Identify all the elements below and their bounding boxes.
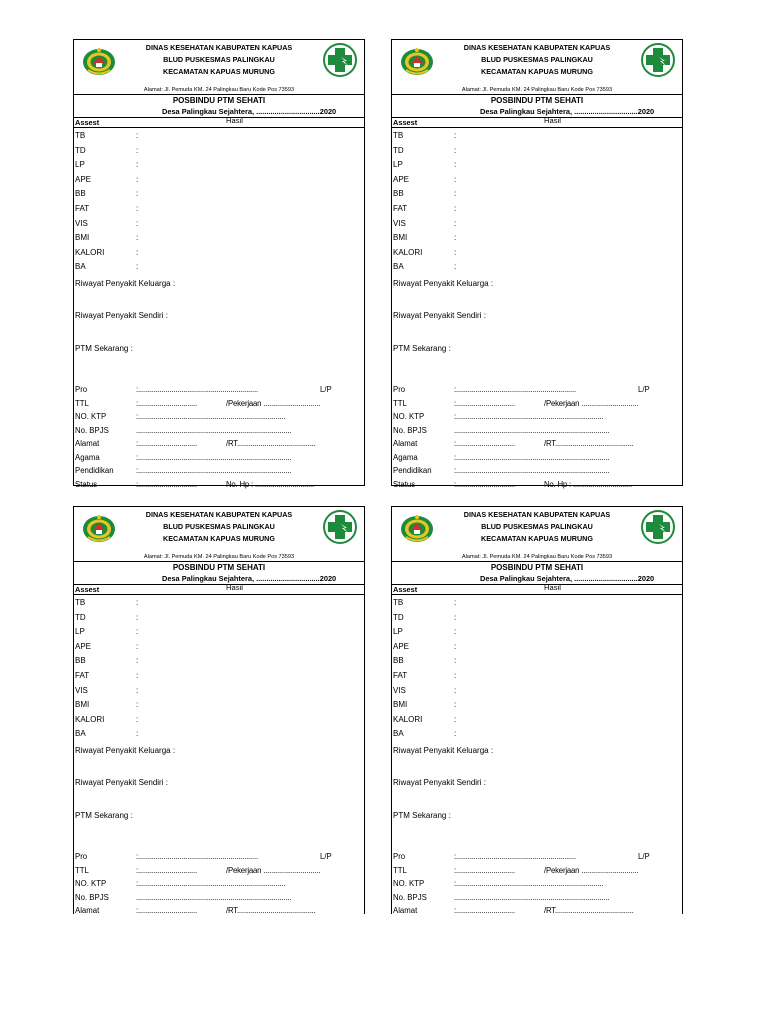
measurement-label: BMI xyxy=(75,700,90,710)
posbindu-card-top-left xyxy=(73,39,365,489)
identity-label: No. BPJS xyxy=(75,425,109,435)
identity-label: TTL xyxy=(75,398,89,408)
identity-label: Agama xyxy=(393,452,418,462)
table-header xyxy=(74,584,364,595)
measurement-label: KALORI xyxy=(75,247,105,257)
measurement-row xyxy=(74,624,364,639)
form-title: POSBINDU PTM SEHATI xyxy=(172,96,266,105)
measurement-label: APE xyxy=(75,174,92,184)
measurement-row xyxy=(392,624,682,639)
identity-row-pro xyxy=(74,850,364,864)
measurement-colon: : xyxy=(454,598,457,607)
identity-label: Alamat xyxy=(393,906,418,916)
identity-row-alamat xyxy=(392,437,682,451)
ptm-sekarang xyxy=(392,806,682,839)
measurement-row xyxy=(392,172,682,187)
identity-label: Agama xyxy=(75,452,100,462)
form-date-line: Desa Palingkau Sejahtera, ...............................2020 xyxy=(162,574,337,583)
identity-extra: /RT........................................ xyxy=(226,439,316,449)
measurement-label: BA xyxy=(75,729,86,739)
riwayat-sendiri-label: Riwayat Penyakit Sendiri : xyxy=(75,778,168,788)
identity-row-pendidikan xyxy=(392,464,682,478)
measurement-colon: : xyxy=(136,670,139,680)
measurement-colon: : xyxy=(454,203,457,213)
header-kecamatan: KECAMATAN KAPUAS MURUNG xyxy=(481,534,593,543)
identity-blank: :............................................................. xyxy=(136,385,258,395)
ptm-sekarang-label: PTM Sekarang : xyxy=(393,810,451,820)
measurement-colon: : xyxy=(454,670,457,680)
identity-row-pendidikan xyxy=(74,464,364,478)
measurement-row xyxy=(392,712,682,727)
identity-blank: :.............................. xyxy=(136,906,197,916)
identity-label: TTL xyxy=(393,865,407,875)
measurement-colon: : xyxy=(136,729,139,739)
measurement-row xyxy=(74,697,364,712)
measurement-list xyxy=(392,595,682,741)
posbindu-card-bottom-left xyxy=(73,506,365,914)
measurement-label: TB xyxy=(75,598,86,607)
measurement-colon: : xyxy=(136,700,139,710)
measurement-label: TD xyxy=(393,612,404,622)
header-puskesmas: BLUD PUSKESMAS PALINGKAU xyxy=(481,522,593,531)
identity-label: No. BPJS xyxy=(75,892,109,902)
identity-blank: :.............................. xyxy=(136,479,197,489)
measurement-label: TD xyxy=(75,145,86,155)
measurement-label: BMI xyxy=(75,233,90,243)
identity-extra: /Pekerjaan ............................. xyxy=(226,398,321,408)
riwayat-keluarga xyxy=(74,741,364,774)
ptm-sekarang-label: PTM Sekarang : xyxy=(75,343,133,353)
measurement-colon: : xyxy=(454,685,457,695)
measurement-row xyxy=(392,653,682,668)
measurement-label: VIS xyxy=(75,685,88,695)
measurement-row xyxy=(392,128,682,143)
identity-blank: :.............................................................................. xyxy=(136,466,292,476)
measurement-row xyxy=(392,201,682,216)
gender-lp: L/P xyxy=(320,385,332,395)
ptm-sekarang-label: PTM Sekarang : xyxy=(75,810,133,820)
identity-blank: ............................................................................... xyxy=(136,425,292,435)
measurement-row xyxy=(74,143,364,158)
identity-row-bpjs xyxy=(74,424,364,438)
identity-extra: No. Hp : .............................. xyxy=(544,479,632,489)
identity-blank: :............................................................. xyxy=(454,852,576,862)
identity-blank: :........................................................................... xyxy=(136,879,286,889)
riwayat-sendiri-label: Riwayat Penyakit Sendiri : xyxy=(75,311,168,321)
measurement-row xyxy=(392,230,682,245)
measurement-row xyxy=(74,668,364,683)
measurement-row xyxy=(74,172,364,187)
header-address: Alamat: Jl. Pemuda KM. 24 Palingkau Baru Kode Pos 73593 xyxy=(74,553,364,562)
measurement-row xyxy=(392,610,682,625)
gender-lp: L/P xyxy=(320,852,332,862)
measurement-row xyxy=(74,128,364,143)
measurement-label: FAT xyxy=(75,670,90,680)
measurement-colon: : xyxy=(454,729,457,739)
form-title: POSBINDU PTM SEHATI xyxy=(172,563,266,572)
measurement-colon: : xyxy=(454,627,457,637)
green-cross-logo-icon xyxy=(322,43,358,77)
measurement-row xyxy=(74,595,364,610)
measurement-colon: : xyxy=(136,656,139,666)
identity-row-ktp xyxy=(74,410,364,424)
measurement-label: KALORI xyxy=(75,714,105,724)
identity-blank: :.............................................................................. xyxy=(454,452,610,462)
measurement-colon: : xyxy=(136,174,139,184)
measurement-colon: : xyxy=(454,233,457,243)
identity-section xyxy=(392,838,682,918)
measurement-row xyxy=(74,216,364,231)
measurement-label: FAT xyxy=(393,670,408,680)
card-header xyxy=(392,507,682,553)
table-header xyxy=(392,584,682,595)
hasil-header: Hasil xyxy=(544,583,561,592)
measurement-label: FAT xyxy=(393,203,408,213)
measurement-row xyxy=(74,186,364,201)
measurement-label: APE xyxy=(393,174,410,184)
measurement-row xyxy=(74,610,364,625)
measurement-colon: : xyxy=(454,218,457,228)
identity-label: Alamat xyxy=(393,439,418,449)
measurement-colon: : xyxy=(136,262,139,272)
card-header xyxy=(392,40,682,86)
identity-blank: :.............................. xyxy=(454,439,515,449)
measurement-row xyxy=(392,245,682,260)
measurement-colon: : xyxy=(136,131,139,140)
measurement-colon: : xyxy=(136,189,139,199)
header-kecamatan: KECAMATAN KAPUAS MURUNG xyxy=(163,534,275,543)
identity-label: No. BPJS xyxy=(393,425,427,435)
form-date-line: Desa Palingkau Sejahtera, ...............................2020 xyxy=(480,107,655,116)
identity-row-pro xyxy=(392,383,682,397)
green-cross-logo-icon xyxy=(640,510,676,544)
measurement-label: TB xyxy=(75,131,86,140)
measurement-colon: : xyxy=(454,641,457,651)
measurement-colon: : xyxy=(454,656,457,666)
identity-blank: :........................................................................... xyxy=(454,412,604,422)
identity-row-ttl xyxy=(74,397,364,411)
identity-row-bpjs xyxy=(392,424,682,438)
identity-blank: :.............................................................................. xyxy=(454,466,610,476)
riwayat-sendiri xyxy=(74,306,364,339)
header-agency: DINAS KESEHATAN KABUPATEN KAPUAS xyxy=(145,43,293,52)
identity-blank: :............................................................. xyxy=(136,852,258,862)
header-kecamatan: KECAMATAN KAPUAS MURUNG xyxy=(481,67,593,76)
identity-section xyxy=(74,838,364,918)
measurement-label: VIS xyxy=(393,685,406,695)
riwayat-keluarga-label: Riwayat Penyakit Keluarga : xyxy=(393,745,494,755)
measurement-row xyxy=(392,639,682,654)
measurement-label: LP xyxy=(75,160,85,170)
header-agency: DINAS KESEHATAN KABUPATEN KAPUAS xyxy=(145,510,293,519)
identity-section xyxy=(74,371,364,491)
identity-blank: ............................................................................... xyxy=(454,892,610,902)
identity-label: NO. KTP xyxy=(75,879,107,889)
header-agency: DINAS KESEHATAN KABUPATEN KAPUAS xyxy=(463,510,611,519)
riwayat-sendiri-label: Riwayat Penyakit Sendiri : xyxy=(393,778,486,788)
identity-row-ttl xyxy=(392,397,682,411)
identity-row-alamat xyxy=(74,904,364,918)
identity-row-agama xyxy=(392,451,682,465)
identity-label: Alamat xyxy=(75,906,100,916)
green-cross-logo-icon xyxy=(322,510,358,544)
identity-blank: :.............................. xyxy=(454,479,515,489)
measurement-colon: : xyxy=(136,598,139,607)
ptm-sekarang xyxy=(74,339,364,372)
measurement-row xyxy=(392,259,682,274)
identity-row-ktp xyxy=(392,877,682,891)
identity-extra: /Pekerjaan ............................. xyxy=(226,865,321,875)
header-puskesmas: BLUD PUSKESMAS PALINGKAU xyxy=(481,55,593,64)
measurement-colon: : xyxy=(454,174,457,184)
identity-label: Pro xyxy=(393,385,406,395)
measurement-colon: : xyxy=(136,218,139,228)
measurement-colon: : xyxy=(454,714,457,724)
header-kecamatan: KECAMATAN KAPUAS MURUNG xyxy=(163,67,275,76)
identity-blank: :........................................................................... xyxy=(136,412,286,422)
measurement-row xyxy=(74,639,364,654)
measurement-row xyxy=(392,697,682,712)
identity-blank: :.............................. xyxy=(136,865,197,875)
identity-label: Status xyxy=(393,479,416,489)
assest-header: Assest xyxy=(393,118,418,127)
measurement-colon: : xyxy=(136,627,139,637)
measurement-colon: : xyxy=(454,262,457,272)
measurement-label: BB xyxy=(75,656,86,666)
identity-label: TTL xyxy=(75,865,89,875)
identity-label: Pro xyxy=(75,852,88,862)
identity-extra: No. Hp : .............................. xyxy=(226,479,314,489)
measurement-colon: : xyxy=(454,189,457,199)
gender-lp: L/P xyxy=(638,385,650,395)
measurement-label: VIS xyxy=(393,218,406,228)
measurement-colon: : xyxy=(136,641,139,651)
measurement-list xyxy=(392,128,682,274)
riwayat-sendiri-label: Riwayat Penyakit Sendiri : xyxy=(393,311,486,321)
measurement-list xyxy=(74,595,364,741)
measurement-colon: : xyxy=(136,203,139,213)
measurement-colon: : xyxy=(454,131,457,140)
identity-label: No. BPJS xyxy=(393,892,427,902)
identity-row-status xyxy=(74,478,364,492)
measurement-label: LP xyxy=(393,627,403,637)
identity-label: Pendidikan xyxy=(393,466,432,476)
measurement-row xyxy=(74,157,364,172)
header-address: Alamat: Jl. Pemuda KM. 24 Palingkau Baru Kode Pos 73593 xyxy=(392,86,682,95)
measurement-label: TD xyxy=(75,612,86,622)
measurement-row xyxy=(392,726,682,741)
measurement-row xyxy=(392,595,682,610)
measurement-row xyxy=(392,683,682,698)
identity-blank: :.............................. xyxy=(454,906,515,916)
measurement-row xyxy=(74,683,364,698)
hasil-header: Hasil xyxy=(226,583,243,592)
identity-row-ktp xyxy=(392,410,682,424)
measurement-label: BA xyxy=(393,729,404,739)
riwayat-keluarga-label: Riwayat Penyakit Keluarga : xyxy=(75,745,176,755)
riwayat-keluarga xyxy=(74,274,364,307)
measurement-label: FAT xyxy=(75,203,90,213)
measurement-list xyxy=(74,128,364,274)
header-puskesmas: BLUD PUSKESMAS PALINGKAU xyxy=(163,55,275,64)
measurement-row xyxy=(392,157,682,172)
measurement-row xyxy=(392,216,682,231)
measurement-label: KALORI xyxy=(393,714,423,724)
riwayat-sendiri xyxy=(74,773,364,806)
measurement-colon: : xyxy=(136,160,139,170)
identity-blank: ............................................................................... xyxy=(136,892,292,902)
measurement-label: TB xyxy=(393,131,404,140)
header-puskesmas: BLUD PUSKESMAS PALINGKAU xyxy=(163,522,275,531)
identity-blank: :.............................. xyxy=(454,865,515,875)
identity-label: NO. KTP xyxy=(393,879,425,889)
posbindu-card-bottom-right xyxy=(391,506,683,914)
identity-row-ktp xyxy=(74,877,364,891)
identity-row-ttl xyxy=(74,864,364,878)
measurement-row xyxy=(74,259,364,274)
hasil-header: Hasil xyxy=(544,116,561,125)
assest-header: Assest xyxy=(393,585,418,594)
measurement-colon: : xyxy=(454,612,457,622)
measurement-label: APE xyxy=(393,641,410,651)
form-date-line: Desa Palingkau Sejahtera, ...............................2020 xyxy=(480,574,655,583)
ptm-sekarang-label: PTM Sekarang : xyxy=(393,343,451,353)
measurement-label: KALORI xyxy=(393,247,423,257)
identity-blank: :.............................................................................. xyxy=(136,452,292,462)
identity-extra: /RT........................................ xyxy=(544,906,634,916)
ptm-sekarang xyxy=(392,339,682,372)
identity-row-status xyxy=(392,478,682,492)
identity-label: TTL xyxy=(393,398,407,408)
identity-row-alamat xyxy=(392,904,682,918)
identity-blank: ............................................................................... xyxy=(454,425,610,435)
identity-extra: /RT........................................ xyxy=(226,906,316,916)
measurement-colon: : xyxy=(454,145,457,155)
measurement-label: TB xyxy=(393,598,404,607)
card-header xyxy=(74,40,364,86)
measurement-label: LP xyxy=(75,627,85,637)
identity-extra: /RT........................................ xyxy=(544,439,634,449)
riwayat-sendiri xyxy=(392,773,682,806)
identity-label: Status xyxy=(75,479,98,489)
identity-blank: :............................................................. xyxy=(454,385,576,395)
identity-blank: :.............................. xyxy=(136,398,197,408)
measurement-colon: : xyxy=(136,714,139,724)
identity-blank: :.............................. xyxy=(136,439,197,449)
posbindu-card-top-right xyxy=(391,39,683,489)
identity-label: Pendidikan xyxy=(75,466,114,476)
identity-row-alamat xyxy=(74,437,364,451)
ptm-sekarang xyxy=(74,806,364,839)
identity-label: NO. KTP xyxy=(393,412,425,422)
measurement-row xyxy=(74,230,364,245)
measurement-row xyxy=(392,668,682,683)
identity-blank: :........................................................................... xyxy=(454,879,604,889)
measurement-label: VIS xyxy=(75,218,88,228)
measurement-label: BMI xyxy=(393,233,408,243)
identity-label: NO. KTP xyxy=(75,412,107,422)
form-date-line: Desa Palingkau Sejahtera, ...............................2020 xyxy=(162,107,337,116)
assest-header: Assest xyxy=(75,585,100,594)
gender-lp: L/P xyxy=(638,852,650,862)
measurement-row xyxy=(392,186,682,201)
identity-row-pro xyxy=(74,383,364,397)
table-header xyxy=(74,117,364,128)
identity-label: Pro xyxy=(393,852,406,862)
identity-extra: /Pekerjaan ............................. xyxy=(544,398,639,408)
header-address: Alamat: Jl. Pemuda KM. 24 Palingkau Baru Kode Pos 73593 xyxy=(74,86,364,95)
hasil-header: Hasil xyxy=(226,116,243,125)
measurement-colon: : xyxy=(136,233,139,243)
measurement-colon: : xyxy=(454,160,457,170)
measurement-colon: : xyxy=(136,612,139,622)
identity-row-bpjs xyxy=(74,891,364,905)
measurement-label: TD xyxy=(393,145,404,155)
identity-label: Pro xyxy=(75,385,88,395)
measurement-colon: : xyxy=(136,685,139,695)
measurement-label: BA xyxy=(75,262,86,272)
measurement-row xyxy=(392,143,682,158)
measurement-row xyxy=(74,726,364,741)
measurement-colon: : xyxy=(454,700,457,710)
measurement-row xyxy=(74,201,364,216)
riwayat-keluarga xyxy=(392,741,682,774)
green-cross-logo-icon xyxy=(640,43,676,77)
measurement-colon: : xyxy=(454,247,457,257)
header-address: Alamat: Jl. Pemuda KM. 24 Palingkau Baru Kode Pos 73593 xyxy=(392,553,682,562)
riwayat-keluarga-label: Riwayat Penyakit Keluarga : xyxy=(393,278,494,288)
measurement-colon: : xyxy=(136,145,139,155)
table-header xyxy=(392,117,682,128)
form-title: POSBINDU PTM SEHATI xyxy=(490,563,584,572)
measurement-label: LP xyxy=(393,160,403,170)
measurement-row xyxy=(74,653,364,668)
identity-blank: :.............................. xyxy=(454,398,515,408)
identity-row-agama xyxy=(74,451,364,465)
identity-section xyxy=(392,371,682,491)
measurement-label: BB xyxy=(393,189,404,199)
measurement-label: BMI xyxy=(393,700,408,710)
riwayat-sendiri xyxy=(392,306,682,339)
identity-row-pro xyxy=(392,850,682,864)
measurement-row xyxy=(74,712,364,727)
identity-row-ttl xyxy=(392,864,682,878)
identity-extra: /Pekerjaan ............................. xyxy=(544,865,639,875)
riwayat-keluarga-label: Riwayat Penyakit Keluarga : xyxy=(75,278,176,288)
identity-label: Alamat xyxy=(75,439,100,449)
measurement-label: BB xyxy=(75,189,86,199)
measurement-colon: : xyxy=(136,247,139,257)
measurement-label: BA xyxy=(393,262,404,272)
measurement-label: APE xyxy=(75,641,92,651)
form-title: POSBINDU PTM SEHATI xyxy=(490,96,584,105)
assest-header: Assest xyxy=(75,118,100,127)
card-header xyxy=(74,507,364,553)
measurement-label: BB xyxy=(393,656,404,666)
riwayat-keluarga xyxy=(392,274,682,307)
identity-row-bpjs xyxy=(392,891,682,905)
header-agency: DINAS KESEHATAN KABUPATEN KAPUAS xyxy=(463,43,611,52)
measurement-row xyxy=(74,245,364,260)
